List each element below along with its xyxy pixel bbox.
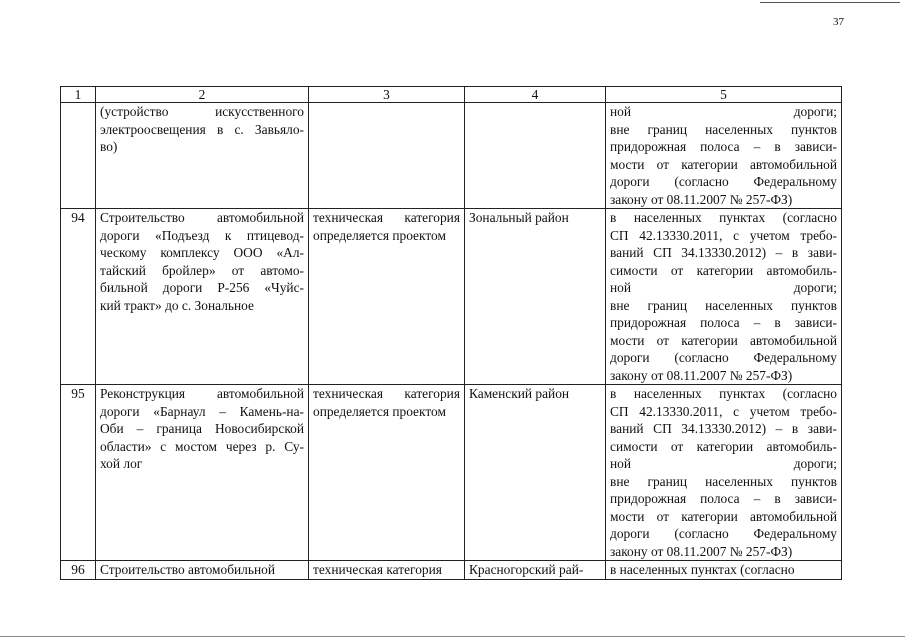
district-cell bbox=[465, 385, 606, 561]
text-line: в населенных пунктах (согласно bbox=[610, 386, 837, 401]
text-line: Строительство автомобильной bbox=[100, 210, 304, 225]
text-line: Каменский район bbox=[469, 386, 570, 401]
text-line: дороги (согласно Федеральному bbox=[610, 174, 837, 189]
text-line: дороги «Подъезд к птицевод- bbox=[100, 227, 304, 243]
district-cell bbox=[465, 209, 606, 385]
table-row bbox=[61, 209, 842, 385]
row-number-cell bbox=[61, 103, 96, 209]
table-row bbox=[61, 561, 842, 580]
header-col-4: 4 bbox=[465, 87, 606, 103]
text-line: Красногорский рай- bbox=[469, 562, 584, 577]
text-line: придорожная полоса – в зависи- bbox=[610, 139, 837, 154]
zone-cell bbox=[606, 103, 842, 209]
category-cell bbox=[309, 561, 465, 580]
text-line: в населенных пунктах (согласно bbox=[610, 210, 837, 225]
text-line: Строительство автомобильной bbox=[100, 562, 275, 577]
text-line: Реконструкция автомобильной bbox=[100, 386, 304, 401]
text-line: мости от категории автомобильной bbox=[610, 332, 837, 348]
scan-artifact-bottom bbox=[0, 636, 905, 637]
zone-cell bbox=[606, 209, 842, 385]
header-col-5: 5 bbox=[606, 87, 842, 103]
text-line: Зональный район bbox=[469, 210, 569, 225]
category-cell bbox=[309, 385, 465, 561]
text-line: техническая категория bbox=[313, 562, 442, 577]
text-line: определяется проектом bbox=[313, 227, 446, 243]
text-line: (устройство искусственного bbox=[100, 104, 304, 119]
object-name-cell bbox=[96, 209, 309, 385]
text-line: вне границ населенных пунктов bbox=[610, 297, 837, 313]
row-number-cell: 94 bbox=[61, 209, 96, 385]
text-line: придорожная полоса – в зависи- bbox=[610, 491, 837, 506]
text-line: вне границ населенных пунктов bbox=[610, 473, 837, 489]
table-header-row bbox=[61, 87, 842, 103]
text-line: во) bbox=[100, 139, 118, 154]
text-line: электроосвещения в с. Завьяло- bbox=[100, 121, 304, 137]
zone-cell bbox=[606, 385, 842, 561]
text-line: СП 42.13330.2011, с учетом требо- bbox=[610, 403, 837, 419]
text-line: закону от 08.11.2007 № 257-ФЗ) bbox=[610, 367, 793, 383]
district-cell bbox=[465, 103, 606, 209]
text-line: определяется проектом bbox=[313, 403, 446, 419]
table-row bbox=[61, 385, 842, 561]
text-line: закону от 08.11.2007 № 257-ФЗ) bbox=[610, 191, 793, 207]
text-line: симости от категории автомобиль- bbox=[610, 262, 837, 278]
text-line: ной дороги; bbox=[610, 456, 837, 471]
text-line: техническая категория bbox=[313, 386, 460, 401]
category-cell bbox=[309, 103, 465, 209]
text-line: закону от 08.11.2007 № 257-ФЗ) bbox=[610, 543, 793, 559]
header-col-2: 2 bbox=[96, 87, 309, 103]
text-line: мости от категории автомобильной bbox=[610, 156, 837, 172]
object-name-cell bbox=[96, 103, 309, 209]
row-number-cell: 96 bbox=[61, 561, 96, 580]
table-row bbox=[61, 103, 842, 209]
text-line: тайский бройлер» от автомо- bbox=[100, 262, 304, 278]
text-line: ной дороги; bbox=[610, 280, 837, 295]
header-col-1: 1 bbox=[61, 87, 96, 103]
scan-artifact-top bbox=[760, 2, 900, 3]
text-line: дороги (согласно Федеральному bbox=[610, 350, 837, 365]
text-line: СП 42.13330.2011, с учетом требо- bbox=[610, 227, 837, 243]
text-line: симости от категории автомобиль- bbox=[610, 438, 837, 454]
text-line: ваний СП 34.13330.2012) – в зави- bbox=[610, 421, 837, 436]
object-name-cell bbox=[96, 385, 309, 561]
zone-cell bbox=[606, 561, 842, 580]
category-cell bbox=[309, 209, 465, 385]
text-line: бильной дороги Р-256 «Чуйс- bbox=[100, 280, 304, 295]
text-line: ческому комплексу ООО «Ал- bbox=[100, 245, 304, 260]
text-line: придорожная полоса – в зависи- bbox=[610, 315, 837, 330]
text-line: мости от категории автомобильной bbox=[610, 508, 837, 524]
text-line: дороги «Барнаул – Камень-на- bbox=[100, 403, 304, 419]
text-line: Оби – граница Новосибирской bbox=[100, 421, 304, 436]
object-name-cell bbox=[96, 561, 309, 580]
page-number: 37 bbox=[833, 16, 844, 28]
text-line: области» с мостом через р. Су- bbox=[100, 438, 304, 454]
document-table bbox=[60, 86, 842, 580]
text-line: дороги (согласно Федеральному bbox=[610, 526, 837, 541]
text-line: в населенных пунктах (согласно bbox=[610, 562, 795, 577]
district-cell bbox=[465, 561, 606, 580]
text-line: кий тракт» до с. Зональное bbox=[100, 297, 254, 313]
text-line: ваний СП 34.13330.2012) – в зави- bbox=[610, 245, 837, 260]
header-col-3: 3 bbox=[309, 87, 465, 103]
text-line: хой лог bbox=[100, 456, 143, 471]
row-number-cell: 95 bbox=[61, 385, 96, 561]
text-line: техническая категория bbox=[313, 210, 460, 225]
text-line: ной дороги; bbox=[610, 104, 837, 119]
text-line: вне границ населенных пунктов bbox=[610, 121, 837, 137]
